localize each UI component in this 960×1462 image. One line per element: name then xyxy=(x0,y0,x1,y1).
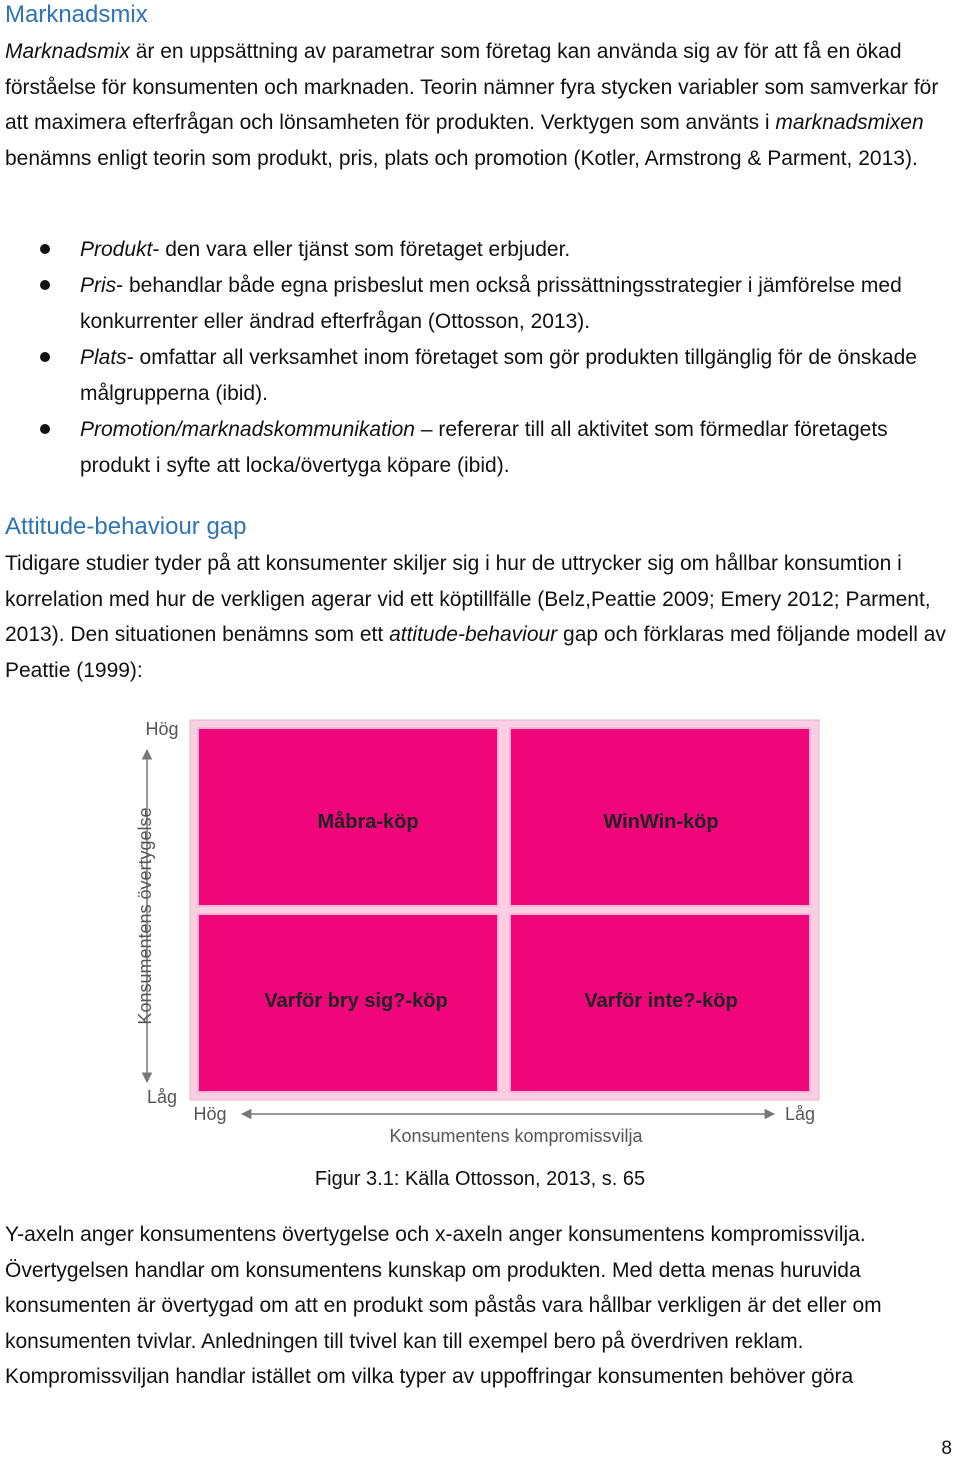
x-axis-high-label: Hög xyxy=(193,1104,227,1124)
quadrant-label-varfor-inte: Varför inte?-köp xyxy=(584,990,738,1012)
paragraph-marknadsmix xyxy=(5,34,957,176)
bullet-text: - omfattar all verksamhet inom företaget som gör produkten tillgänglig för de önskade målgrupperna (ibid). xyxy=(80,346,917,405)
heading-marknadsmix: Marknadsmix xyxy=(5,1,148,28)
term-marknadsmixen: marknadsmixen xyxy=(775,111,924,134)
bullet-icon xyxy=(40,424,50,434)
page-number: 8 xyxy=(941,1438,952,1459)
term-attitude-behaviour: attitude-behaviour xyxy=(389,623,558,646)
term-marknadsmix: Marknadsmix xyxy=(5,40,130,63)
list-item xyxy=(0,412,950,484)
bullet-term: Pris xyxy=(80,274,117,297)
list-item xyxy=(0,268,950,340)
bullet-term: Produkt xyxy=(80,238,153,261)
y-axis-label: Konsumentens övertygelse xyxy=(135,807,155,1025)
y-axis-high-label: Hög xyxy=(145,719,179,739)
bullet-icon xyxy=(40,244,50,254)
bullet-term: Promotion/marknadskommunikation xyxy=(80,418,415,441)
paragraph-axes-explanation: Y-axeln anger konsumentens övertygelse och x-axeln anger konsumentens kompromissvilja. Övertygelsen handlar om konsumentens kunskap om produkten. Med detta menas huruvida konsumenten är övertygad om att en produkt som påstås vara hållbar verkligen är det eller om konsumenten tvivlar. Anledningen till tvivel kan till exempel bero på överdriven reklam. Kompromissviljan handlar istället om vilka typer av uppoffringar konsumenten behöver göra xyxy=(5,1223,882,1388)
paragraph-text-2: gap och förklaras med följande modell av Peattie (1999): xyxy=(5,623,946,682)
quadrant-label-varfor-bry-sig: Varför bry sig?-köp xyxy=(264,990,448,1012)
bullet-term: Plats xyxy=(80,346,127,369)
bullet-icon xyxy=(40,280,50,290)
bullet-text: - den vara eller tjänst som företaget erbjuder. xyxy=(152,238,571,261)
paragraph-text-1: Tidigare studier tyder på att konsumenter skiljer sig i hur de uttrycker sig om hållbar konsumtion i korrelation med hur de verkligen agerar vid ett köptillfälle (Belz,Peattie 2009; Emery 2012; Parment, 2013). Den situationen benämns som ett xyxy=(5,552,931,646)
x-axis-label: Konsumentens kompromissvilja xyxy=(389,1126,643,1146)
quadrant-label-winwin: WinWin-köp xyxy=(603,811,719,833)
figure-caption: Figur 3.1: Källa Ottosson, 2013, s. 65 xyxy=(314,1168,646,1190)
bullet-list xyxy=(0,232,950,484)
x-axis-low-label: Låg xyxy=(784,1104,816,1124)
heading-attitude-behaviour-gap: Attitude-behaviour gap xyxy=(5,513,247,540)
bullet-text: – refererar till all aktivitet som förmedlar företagets produkt i syfte att locka/övertyga köpare (ibid). xyxy=(80,418,888,477)
quadrant-label-mabra: Måbra-köp xyxy=(317,811,419,833)
bullet-icon xyxy=(40,352,50,362)
attitude-behaviour-gap-model xyxy=(130,710,830,1155)
paragraph-attitude-behaviour xyxy=(5,546,957,688)
list-item xyxy=(0,340,950,412)
paragraph-text-1: är en uppsättning av parametrar som företag kan använda sig av för att få en ökad förståelse för konsumenten och marknaden. Teorin nämner fyra stycken variabler som samverkar för att maximera efterfrågan och lönsamheten för produkten. Verktygen som använts i xyxy=(5,40,939,134)
list-item xyxy=(0,232,950,268)
bullet-text: - behandlar både egna prisbeslut men också prissättningsstrategier i jämförelse med konkurrenter eller ändrad efterfrågan (Ottosson, 2013). xyxy=(80,274,902,333)
paragraph-text-2: benämns enligt teorin som produkt, pris, plats och promotion (Kotler, Armstrong & Parment, 2013). xyxy=(5,146,918,170)
y-axis-low-label: Låg xyxy=(146,1087,178,1107)
